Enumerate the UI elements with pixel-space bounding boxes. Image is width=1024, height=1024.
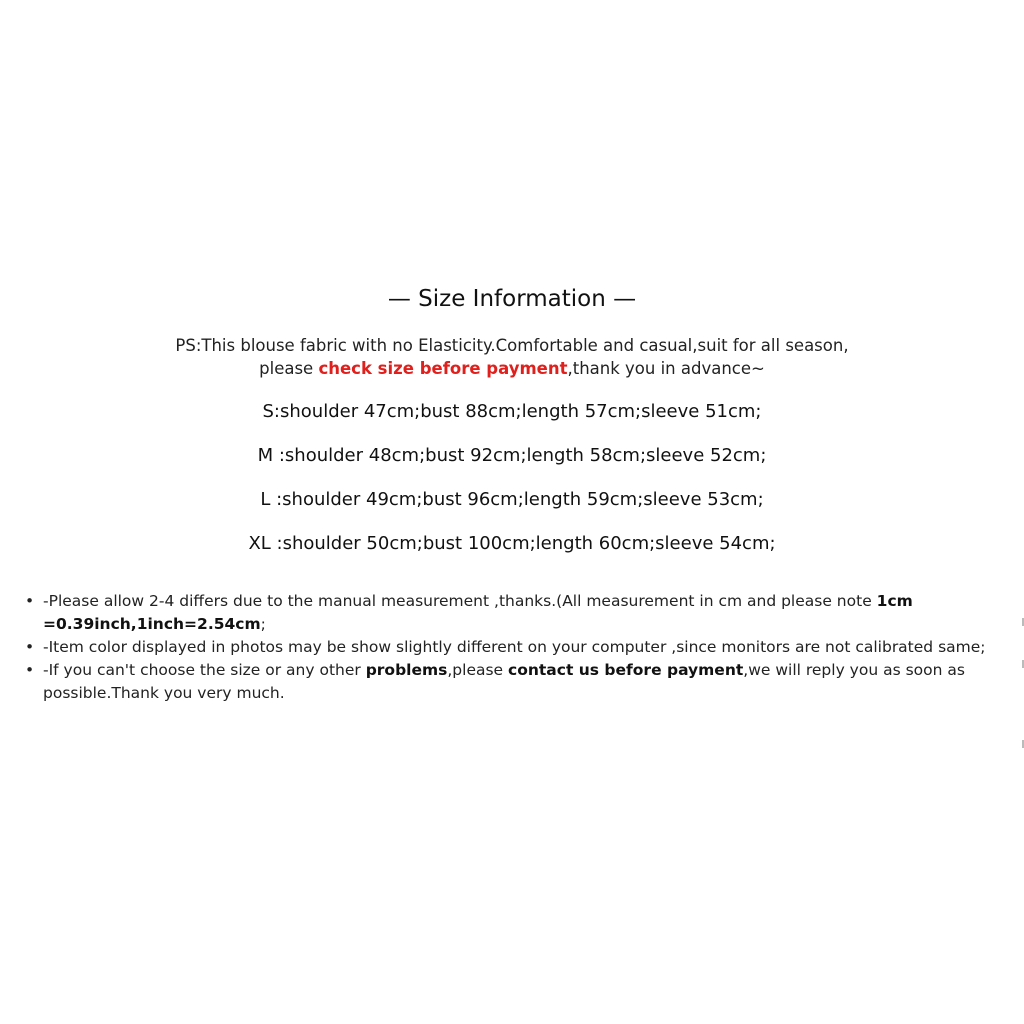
notes-list <box>22 590 1022 705</box>
fabric-note-line-1: PS:This blouse fabric with no Elasticity.Comfortable and casual,suit for all season, <box>175 336 849 355</box>
note-color <box>22 636 1022 659</box>
note-measurement-text: -Please allow 2-4 differs due to the manual measurement ,thanks.(All measurement in cm and please note <box>43 592 877 610</box>
bullet-icon: • <box>25 661 35 679</box>
note-contact-text-a: -If you can't choose the size or any other <box>43 661 366 679</box>
check-size-highlight: check size before payment <box>318 359 568 378</box>
bullet-icon: • <box>25 638 35 656</box>
note-contact-text-c: ,please <box>447 661 509 679</box>
note-problems: problems <box>365 661 448 679</box>
note-contact-text-e: ,we will reply you as soon as possible.Thank you very much. <box>43 661 965 702</box>
size-row-m: M :shoulder 48cm;bust 92cm;length 58cm;sleeve 52cm; <box>257 445 767 466</box>
fabric-note-prefix: please <box>259 359 319 378</box>
note-conversion: 1cm =0.39inch,1inch=2.54cm <box>43 592 913 633</box>
note-measurement-end: ; <box>260 615 266 633</box>
fabric-note-suffix: ,thank you in advance~ <box>567 359 765 378</box>
note-contact-us: contact us before payment <box>508 661 744 679</box>
note-contact <box>22 659 1022 705</box>
section-title: — Size Information — <box>387 286 637 312</box>
size-row-l: L :shoulder 49cm;bust 96cm;length 59cm;sleeve 53cm; <box>260 489 764 510</box>
size-row-s: S:shoulder 47cm;bust 88cm;length 57cm;sleeve 51cm; <box>262 401 762 422</box>
size-row-xl: XL :shoulder 50cm;bust 100cm;length 60cm;sleeve 54cm; <box>248 533 776 554</box>
fabric-note <box>0 334 1024 380</box>
note-measurement <box>22 590 1022 636</box>
note-color-text: -Item color displayed in photos may be show slightly different on your computer ,since monitors are not calibrated same; <box>43 638 986 656</box>
fabric-note-line-2 <box>0 357 1024 380</box>
bullet-icon: • <box>25 592 35 610</box>
